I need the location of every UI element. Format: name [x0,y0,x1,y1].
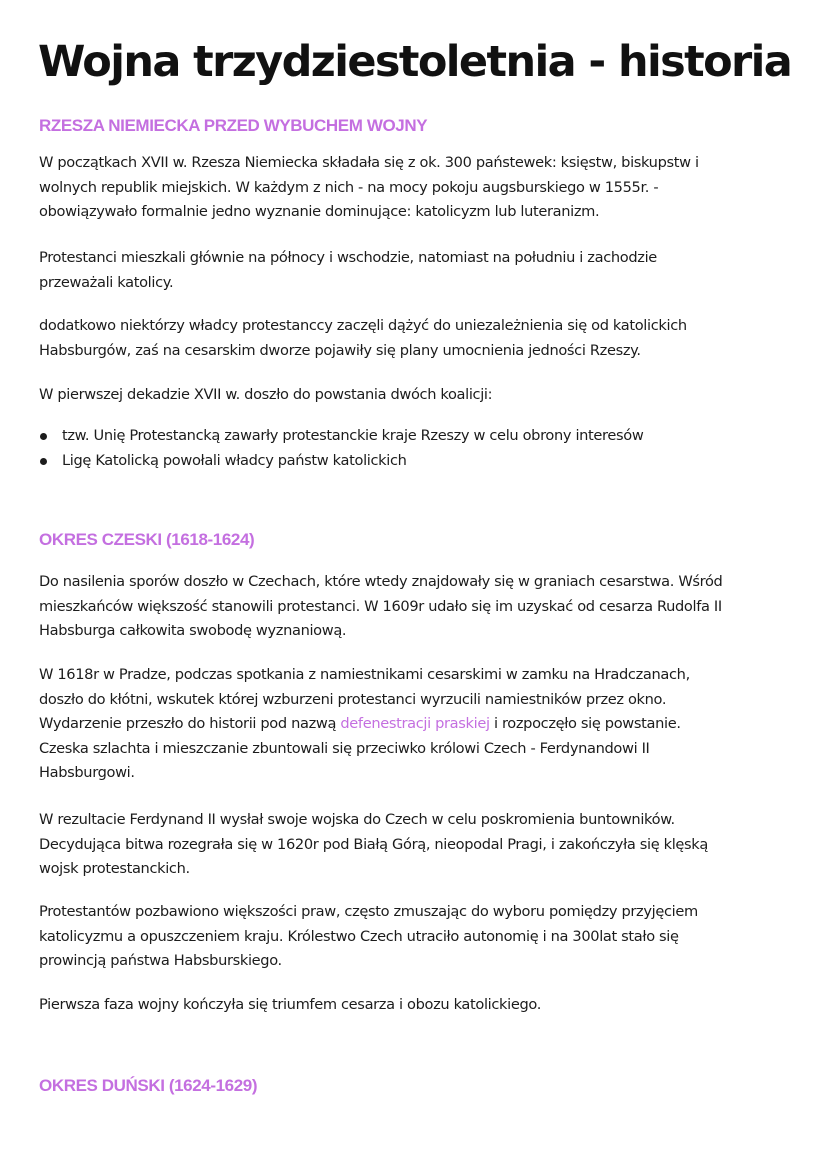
paragraph-czeski-1 [39,570,799,644]
paragraph-text-start: W 1618r w Pradze, podczas spotkania z namiestnikami cesarskimi w zamku na Hradczanach, doszło do kłótni, wskutek której wzburzeni protestanci wyrzucili namiestników przez okno. Wydarzenie przeszło do historii pod nazwą [39,666,690,732]
paragraph-text: W początkach XVII w. Rzesza Niemiecka składała się z ok. 300 państewek: księstw, biskupstw i wolnych republik miejskich. W każdym z nich - na mocy pokoju augsburskiego w 1555r. - obowiązywało formalnie jedno wyznanie dominujące: katolicyzm lub luteranizm. [39,154,699,220]
paragraph-text: Do nasilenia sporów doszło w Czechach, które wtedy znajdowały się w graniach cesarstwa. Wśród mieszkańców większość stanowili protestanci. W 1609r udało się im uzyskać od cesarza Rudolfa II Habsburga całkowita swobodę wyznaniową. [39,573,723,639]
paragraph-czeski-3 [39,808,799,882]
bullet-list [39,424,799,473]
paragraph-text: Pierwsza faza wojny kończyła się triumfem cesarza i obozu katolickiego. [39,996,541,1013]
list-item-text: tzw. Unię Protestancką zawarły protestanckie kraje Rzeszy w celu obrony interesów [62,427,644,444]
paragraph-text-end: i rozpoczęło się powstanie. Czeska szlachta i mieszczanie zbuntowali się przeciwko królowi Czech - Ferdynandowi II Habsburgowi. [39,715,681,781]
list-item [39,424,799,449]
bullet-dot-icon [40,433,47,440]
section-rzesza [39,114,799,138]
paragraph-text: W pierwszej dekadzie XVII w. doszło do powstania dwóch koalicji: [39,386,493,403]
paragraph-czeski-4 [39,900,799,974]
section-heading-czeski: OKRES CZESKI (1618-1624) [39,530,255,549]
paragraph-rzesza-3 [39,314,799,363]
paragraph-text: Protestanci mieszkali głównie na północy i wschodzie, natomiast na południu i zachodzie przeważali katolicy. [39,249,657,291]
defenestration-link[interactable]: defenestracji praskiej [340,715,490,732]
page-title: Wojna trzydziestoletnia - historia [38,37,792,87]
paragraph-text: Protestantów pozbawiono większości praw, często zmuszając do wyboru pomiędzy przyjęciem katolicyzmu a opuszczeniem kraju. Królestwo Czech utraciło autonomię i na 300lat stało się prowincją państwa Habsburskiego. [39,903,698,969]
list-item [39,449,799,474]
paragraph-czeski-2 [39,663,799,786]
paragraph-rzesza-1 [39,151,799,225]
coalitions-list [39,424,799,473]
bullet-dot-icon [40,458,47,465]
paragraph-text: W rezultacie Ferdynand II wysłał swoje wojska do Czech w celu poskromienia buntowników. Decydująca bitwa rozegrała się w 1620r pod Białą Górą, nieopodal Pragi, i zakończyła się klęską wojsk protestanckich. [39,811,709,877]
paragraph-text [39,663,799,786]
section-heading-dunski: OKRES DUŃSKI (1624-1629) [39,1076,258,1095]
paragraph-text: dodatkowo niektórzy władcy protestanccy zaczęli dążyć do uniezależnienia się od katolickich Habsburgów, zaś na cesarskim dworze pojawiły się plany umocnienia jedności Rzeszy. [39,317,687,359]
section-heading-rzesza: RZESZA NIEMIECKA PRZED WYBUCHEM WOJNY [39,116,428,135]
section-dunski [39,1074,799,1098]
paragraph-rzesza-4 [39,383,799,408]
section-czeski [39,528,799,552]
paragraph-czeski-5 [39,993,799,1018]
list-item-text: Ligę Katolicką powołali władcy państw katolickich [62,451,407,469]
paragraph-rzesza-2 [39,246,799,295]
